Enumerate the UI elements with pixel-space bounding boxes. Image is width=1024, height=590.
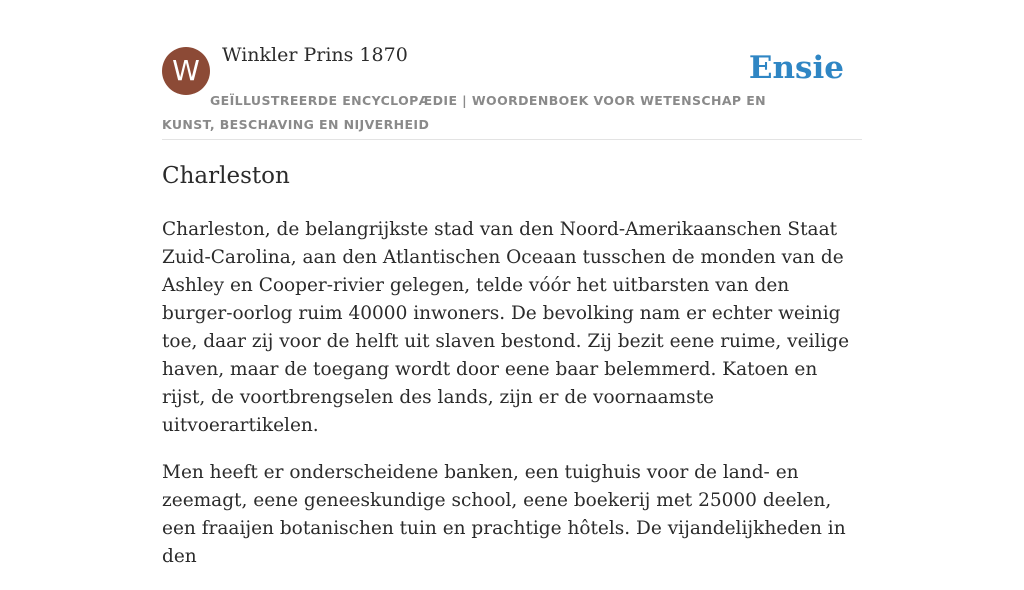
source-subtitle: GEÏLLUSTREERDE ENCYCLOPÆDIE | WOORDENBOEK VOOR WETENSCHAP EN KUNST, BESCHAVING EN NIJVERHEID (162, 93, 767, 132)
source-title-link[interactable]: Winkler Prins 1870 (222, 44, 408, 66)
ensie-logo-link[interactable]: Ensie (748, 50, 844, 86)
page-header (162, 0, 862, 140)
avatar-letter: W (172, 54, 200, 87)
entry-title: Charleston (162, 163, 290, 189)
entry-paragraph: Men heeft er onderscheidene banken, een tuighuis voor de land- en zeemagt, eene geneeskundige school, eene boekerij met 25000 deelen, een fraaijen botanischen tuin en prachtige hôtels. De vijandelijkheden in den (162, 462, 846, 567)
source-avatar[interactable] (162, 47, 210, 95)
entry-paragraph: Charleston, de belangrijkste stad van den Noord-Amerikaanschen Staat Zuid-Carolina, aan den Atlantischen Oceaan tusschen de monden van de Ashley en Cooper-rivier gelegen, telde vóór het uitbarsten van den burger-oorlog ruim 40000 inwoners. De bevolking nam er echter weinig toe, daar zij voor de helft uit slaven bestond. Zij bezit eene ruime, veilige haven, maar de toegang wordt door eene baar belemmerd. Katoen en rijst, de voortbrengselen des lands, zijn er de voornaamste uitvoerartikelen. (162, 219, 850, 436)
entry-body (162, 216, 862, 590)
